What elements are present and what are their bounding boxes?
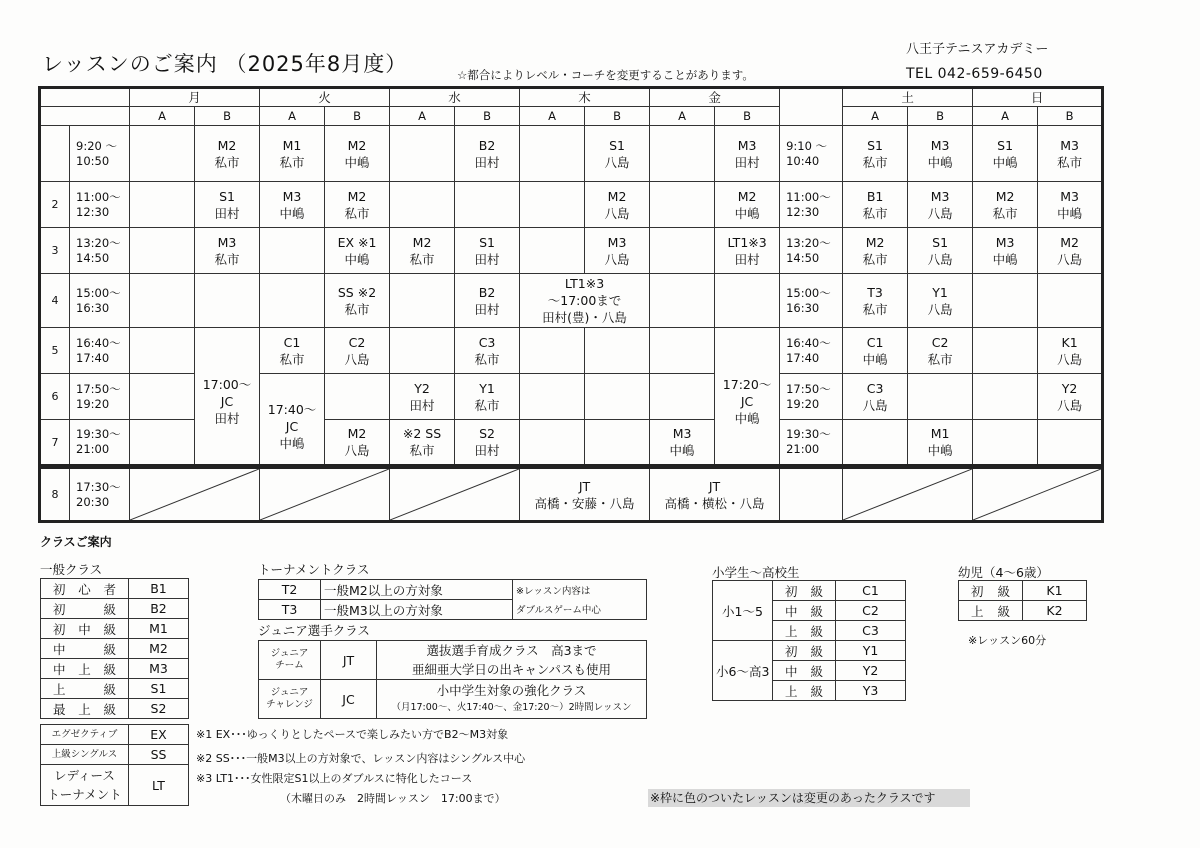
junior-class-table: [258, 640, 647, 719]
lesson-cell: [390, 126, 455, 182]
description-line: 選抜選手育成クラス 高3まで: [426, 643, 597, 658]
footnote-3-detail: （木曜日のみ 2時間レッスン 17:00まで）: [280, 792, 506, 805]
class-level: 上級: [773, 681, 836, 701]
class-code: JT: [321, 641, 377, 680]
special-class-row: [41, 745, 189, 765]
lesson-cell: K1 八島: [1038, 328, 1103, 374]
class-level: 初級: [41, 599, 129, 619]
lesson-cell: [520, 374, 585, 420]
day-header: 金: [650, 88, 780, 107]
court-b-header: B: [195, 107, 260, 126]
lesson-cell: [520, 328, 585, 374]
lesson-cell: [973, 374, 1038, 420]
lesson-cell: B2 田村: [455, 274, 520, 328]
lesson-cell: [130, 182, 195, 228]
lesson-cell: [130, 274, 195, 328]
weekend-time-header: [780, 88, 843, 126]
lesson-cell: [973, 420, 1038, 466]
lesson-cell: [260, 274, 325, 328]
lesson-cell: [195, 274, 260, 328]
lesson-cell: [650, 228, 715, 274]
time-slot: 15:00～ 16:30: [70, 274, 130, 328]
court-b-header: B: [455, 107, 520, 126]
lesson-cell: S1 田村: [455, 228, 520, 274]
court-b-header: B: [585, 107, 650, 126]
court-b-header: B: [325, 107, 390, 126]
school-name: 八王子テニスアカデミー: [906, 42, 1049, 57]
page-title: レッスンのご案内 （2025年8月度）: [42, 52, 408, 76]
general-class-row: [41, 619, 189, 639]
row-number: 3: [40, 228, 70, 274]
general-class-row: [41, 699, 189, 719]
lesson-cell: C2 私市: [908, 328, 973, 374]
time-slot: 19:30～ 21:00: [70, 420, 130, 466]
schedule-row: [40, 328, 1103, 374]
court-b-header: B: [1038, 107, 1103, 126]
lesson-cell: 17:40～ JC 中嶋: [260, 374, 325, 466]
lesson-cell: C3 八島: [843, 374, 908, 420]
general-class-row: [41, 679, 189, 699]
lesson-cell: Y1 八島: [908, 274, 973, 328]
lesson-cell: 17:00～ JC 田村: [195, 328, 260, 466]
lesson-cell: [650, 126, 715, 182]
lesson-cell: [1038, 274, 1103, 328]
class-code: JC: [321, 680, 377, 719]
lesson-cell: M2 私市: [325, 182, 390, 228]
day-header: 水: [390, 88, 520, 107]
class-code: S2: [129, 699, 189, 719]
general-class-row: [41, 579, 189, 599]
day-header: 土: [843, 88, 973, 107]
lesson-cell: [520, 182, 585, 228]
lesson-cell: [260, 228, 325, 274]
phone-number: TEL 042-659-6450: [906, 66, 1043, 82]
day-header: 火: [260, 88, 390, 107]
tournament-class-table: [258, 579, 647, 620]
lesson-cell: Y2 八島: [1038, 374, 1103, 420]
court-a-header: A: [130, 107, 195, 126]
empty-time-cell: [780, 468, 843, 522]
lesson-cell: 17:20～ JC 中嶋: [715, 328, 780, 466]
footnote-2: ※2 SS･･･一般M3以上の方対象で、レッスン内容はシングルス中心: [196, 752, 526, 765]
lesson-cell: S1 八島: [585, 126, 650, 182]
evening-jt-table: [38, 466, 1104, 523]
kids-class-row: [713, 581, 906, 601]
lesson-cell: C1 私市: [260, 328, 325, 374]
lesson-cell: [1038, 420, 1103, 466]
general-class-row: [41, 659, 189, 679]
preschool-class-table: [958, 580, 1087, 621]
schedule-row: [40, 126, 1103, 182]
class-level: 初心者: [41, 579, 129, 599]
grade-range: 小1～5: [713, 581, 773, 641]
class-level: 上級: [959, 601, 1023, 621]
weekend-time-slot: 19:30～ 21:00: [780, 420, 843, 466]
lesson-cell: S1 八島: [908, 228, 973, 274]
highlight-notice: ※枠に色のついたレッスンは変更のあったクラスです: [648, 789, 970, 807]
lesson-cell: M2 八島: [325, 420, 390, 466]
class-code: K2: [1023, 601, 1087, 621]
weekend-time-slot: 16:40～ 17:40: [780, 328, 843, 374]
row-number: [40, 126, 70, 182]
class-code: C1: [836, 581, 906, 601]
class-level: 中級: [773, 661, 836, 681]
class-code: B1: [129, 579, 189, 599]
class-name: ジュニア チーム: [259, 641, 321, 680]
special-class-row: [41, 725, 189, 745]
day-header: 日: [973, 88, 1103, 107]
lesson-cell: SS ※2 私市: [325, 274, 390, 328]
lesson-cell: M2 八島: [585, 182, 650, 228]
description-line: 小中学生対象の強化クラス: [436, 683, 587, 698]
class-code: SS: [129, 745, 189, 765]
court-b-header: B: [715, 107, 780, 126]
lesson-cell: [520, 126, 585, 182]
class-name: ジュニア チャレンジ: [259, 680, 321, 719]
no-lesson-cell: [843, 468, 973, 522]
description-line: （月17:00～、火17:40～、金17:20～）2時間レッスン: [391, 702, 632, 713]
weekend-time-slot: 11:00～ 12:30: [780, 182, 843, 228]
diagonal-slash-icon: [843, 469, 972, 520]
lesson-cell: [130, 420, 195, 466]
class-guide-heading: クラスご案内: [40, 535, 112, 549]
general-class-table: [40, 578, 189, 719]
tournament-row: [259, 600, 647, 620]
lesson-cell: C2 八島: [325, 328, 390, 374]
lesson-cell: M2 私市: [390, 228, 455, 274]
no-lesson-cell: [973, 468, 1103, 522]
class-level: 上級: [773, 621, 836, 641]
lesson-cell: M2 中嶋: [325, 126, 390, 182]
lesson-cell: S2 田村: [455, 420, 520, 466]
row-number: 5: [40, 328, 70, 374]
court-a-header: A: [390, 107, 455, 126]
lesson-cell: B1 私市: [843, 182, 908, 228]
lesson-cell: M3 中嶋: [973, 228, 1038, 274]
lesson-cell: ※2 SS 私市: [390, 420, 455, 466]
lesson-cell: [843, 420, 908, 466]
lesson-cell: [130, 374, 195, 420]
lesson-cell: [973, 328, 1038, 374]
time-slot: 17:30～ 20:30: [70, 468, 130, 522]
lesson-cell: S1 田村: [195, 182, 260, 228]
lesson-cell: M3 私市: [195, 228, 260, 274]
class-code: M1: [129, 619, 189, 639]
lesson-cell: [650, 182, 715, 228]
class-level: 初中級: [41, 619, 129, 639]
lesson-cell: M1 中嶋: [908, 420, 973, 466]
class-code: Y2: [836, 661, 906, 681]
lesson-cell: M2 八島: [1038, 228, 1103, 274]
lesson-cell: M2 中嶋: [715, 182, 780, 228]
class-code: LT: [129, 765, 189, 806]
time-slot: 9:20 ～ 10:50: [70, 126, 130, 182]
lesson-cell: M3 八島: [585, 228, 650, 274]
lesson-cell: M3 田村: [715, 126, 780, 182]
row-number: 7: [40, 420, 70, 466]
class-code: C2: [836, 601, 906, 621]
lesson-cell: [130, 228, 195, 274]
preschool-row: [959, 601, 1087, 621]
class-level: 中級: [41, 639, 129, 659]
class-code: T2: [259, 580, 321, 600]
class-level: 初級: [773, 581, 836, 601]
lesson-cell: [455, 182, 520, 228]
day-header-row: [40, 88, 1103, 107]
diagonal-slash-icon: [390, 469, 519, 520]
lesson-cell: C3 私市: [455, 328, 520, 374]
diagonal-slash-icon: [973, 469, 1101, 520]
special-class-table: [40, 724, 189, 806]
diagonal-slash-icon: [130, 469, 259, 520]
lesson-cell: B2 田村: [455, 126, 520, 182]
lesson-cell: M3 中嶋: [1038, 182, 1103, 228]
junior-row: [259, 680, 647, 719]
grade-range: 小6～高3: [713, 641, 773, 701]
preschool-class-heading: 幼児（4～6歳）: [958, 565, 1049, 580]
lesson-cell: M3 中嶋: [908, 126, 973, 182]
no-lesson-cell: [260, 468, 390, 522]
lesson-cell: [650, 274, 715, 328]
class-level: 上級: [41, 679, 129, 699]
time-slot: 17:50～ 19:20: [70, 374, 130, 420]
lesson-cell: [520, 228, 585, 274]
lesson-cell: [520, 420, 585, 466]
court-a-header: A: [520, 107, 585, 126]
class-level: エグゼクティブ: [41, 725, 129, 745]
lesson-cell: M1 私市: [260, 126, 325, 182]
corner-cell: [40, 88, 130, 107]
lesson-cell: S1 中嶋: [973, 126, 1038, 182]
change-notice: ☆都合によりレベル・コーチを変更することがあります。: [457, 68, 754, 82]
lesson-cell: EX ※1 中嶋: [325, 228, 390, 274]
lesson-cell: [585, 374, 650, 420]
footnote-3: ※3 LT1･･･女性限定S1以上のダブルスに特化したコース: [196, 772, 473, 785]
weekend-time-slot: 15:00～ 16:30: [780, 274, 843, 328]
lesson-cell: LT1※3 ～17:00まで 田村(豊)・八島: [520, 274, 650, 328]
tournament-note: ダブルスゲーム中心: [513, 600, 647, 620]
lesson-cell: T3 私市: [843, 274, 908, 328]
tournament-class-heading: トーナメントクラス: [258, 562, 370, 577]
preschool-note: ※レッスン60分: [968, 634, 1047, 647]
lesson-cell-fri: JT 高橋・横松・八島: [650, 468, 780, 522]
class-code: B2: [129, 599, 189, 619]
lesson-cell: [390, 328, 455, 374]
lesson-cell: M2 私市: [843, 228, 908, 274]
lesson-cell: [585, 328, 650, 374]
court-a-header: A: [973, 107, 1038, 126]
general-class-row: [41, 599, 189, 619]
class-level: 中級: [773, 601, 836, 621]
weekend-time-slot: 17:50～ 19:20: [780, 374, 843, 420]
lesson-cell: M3 私市: [1038, 126, 1103, 182]
schedule-row: [40, 228, 1103, 274]
class-description: [377, 641, 647, 680]
junior-class-heading: ジュニア選手クラス: [258, 623, 370, 638]
class-description: 一般M3以上の方対象: [321, 600, 513, 620]
class-code: T3: [259, 600, 321, 620]
time-slot: 13:20～ 14:50: [70, 228, 130, 274]
lesson-cell: [650, 374, 715, 420]
lesson-cell: [130, 126, 195, 182]
court-header-row: [40, 107, 1103, 126]
class-code: M3: [129, 659, 189, 679]
class-code: Y3: [836, 681, 906, 701]
corner-cell: [40, 107, 130, 126]
lesson-cell: [585, 420, 650, 466]
class-code: Y1: [836, 641, 906, 661]
class-code: S1: [129, 679, 189, 699]
footnote-1: ※1 EX･･･ゆっくりとしたペースで楽しみたい方でB2～M3対象: [196, 728, 509, 741]
kids-class-table: [712, 580, 906, 701]
lesson-cell: [715, 274, 780, 328]
lesson-cell: [908, 374, 973, 420]
no-lesson-cell: [390, 468, 520, 522]
class-level: 中上級: [41, 659, 129, 679]
lesson-cell: Y2 田村: [390, 374, 455, 420]
lesson-cell: C1 中嶋: [843, 328, 908, 374]
lesson-schedule-table: [38, 86, 1104, 467]
class-level: レディース トーナメント: [41, 765, 129, 806]
preschool-row: [959, 581, 1087, 601]
time-slot: 16:40～ 17:40: [70, 328, 130, 374]
lesson-cell-thu: JT 高橋・安藤・八島: [520, 468, 650, 522]
junior-row: [259, 641, 647, 680]
class-level: 初級: [773, 641, 836, 661]
row-number: 4: [40, 274, 70, 328]
lesson-cell: M3 八島: [908, 182, 973, 228]
court-a-header: A: [260, 107, 325, 126]
lesson-cell: [650, 328, 715, 374]
schedule-row: [40, 182, 1103, 228]
day-header: 木: [520, 88, 650, 107]
general-class-row: [41, 639, 189, 659]
class-level: 初級: [959, 581, 1023, 601]
class-description: 一般M2以上の方対象: [321, 580, 513, 600]
class-code: C3: [836, 621, 906, 641]
class-code: K1: [1023, 581, 1087, 601]
class-description: [377, 680, 647, 719]
class-code: EX: [129, 725, 189, 745]
class-level: 最上級: [41, 699, 129, 719]
lesson-cell: LT1※3 田村: [715, 228, 780, 274]
weekend-time-slot: 13:20～ 14:50: [780, 228, 843, 274]
court-a-header: A: [843, 107, 908, 126]
lesson-cell: M3 中嶋: [650, 420, 715, 466]
lesson-cell: [390, 182, 455, 228]
description-line: 亜細亜大学日の出キャンパスも使用: [411, 662, 612, 677]
tournament-row: [259, 580, 647, 600]
schedule-row-8: [40, 468, 1103, 522]
lesson-cell: [973, 274, 1038, 328]
lesson-cell: S1 私市: [843, 126, 908, 182]
court-b-header: B: [908, 107, 973, 126]
row-number: 8: [40, 468, 70, 522]
lesson-cell: Y1 私市: [455, 374, 520, 420]
court-a-header: A: [650, 107, 715, 126]
tournament-note: ※レッスン内容は: [513, 580, 647, 600]
general-class-heading: 一般クラス: [40, 562, 103, 577]
lesson-cell: [130, 328, 195, 374]
day-header: 月: [130, 88, 260, 107]
row-number: 6: [40, 374, 70, 420]
no-lesson-cell: [130, 468, 260, 522]
time-slot: 11:00～ 12:30: [70, 182, 130, 228]
weekend-time-slot: 9:10 ～ 10:40: [780, 126, 843, 182]
lesson-cell: M2 私市: [195, 126, 260, 182]
kids-class-heading: 小学生～高校生: [712, 565, 800, 580]
class-level: 上級シングルス: [41, 745, 129, 765]
class-code: M2: [129, 639, 189, 659]
special-class-row: [41, 765, 189, 806]
row-number: 2: [40, 182, 70, 228]
schedule-row: [40, 274, 1103, 328]
lesson-cell: [325, 374, 390, 420]
diagonal-slash-icon: [260, 469, 389, 520]
lesson-cell: M2 私市: [973, 182, 1038, 228]
lesson-cell: M3 中嶋: [260, 182, 325, 228]
lesson-cell: [390, 274, 455, 328]
kids-class-row: [713, 641, 906, 661]
